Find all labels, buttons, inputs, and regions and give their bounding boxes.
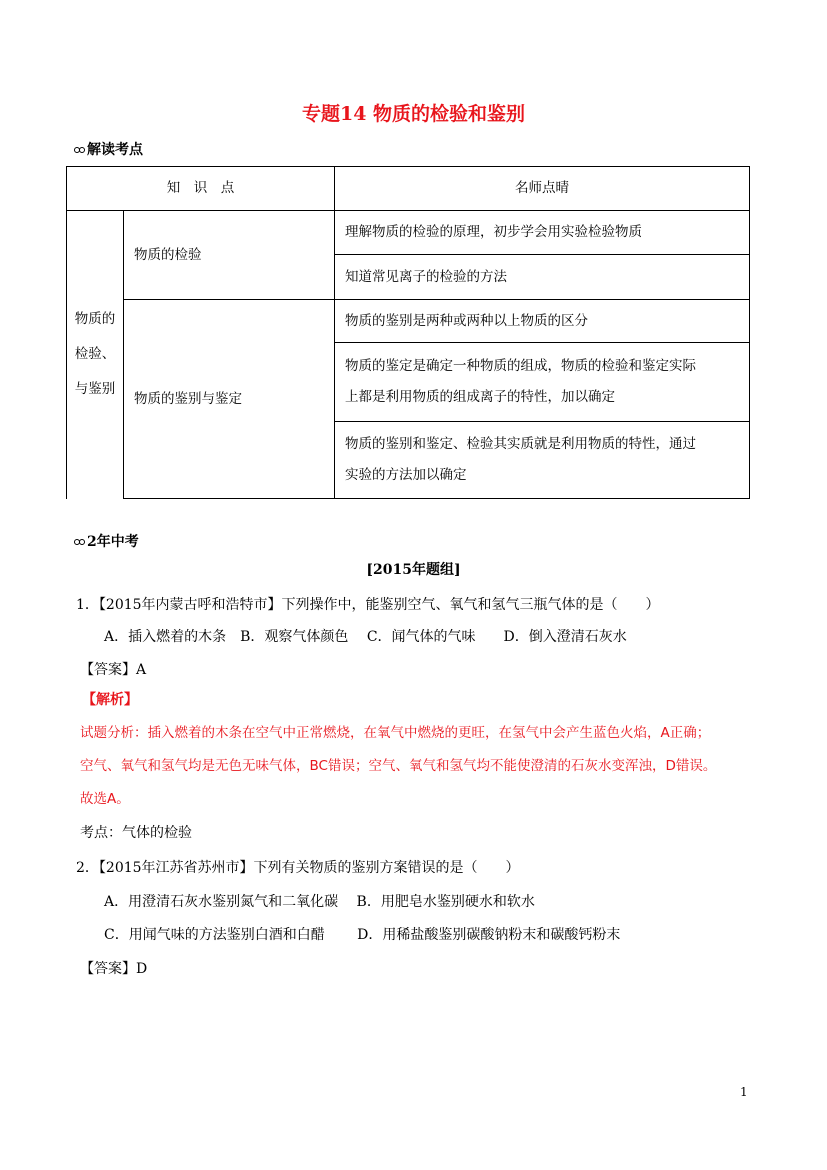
question-2-answer bbox=[80, 958, 147, 978]
point-cell: 知道常见离子的检验的方法 bbox=[335, 255, 750, 300]
point-line: 实验的方法加以确定 bbox=[345, 467, 467, 483]
page-title: 专题14 物质的检验和鉴别 bbox=[301, 103, 526, 125]
header-knowledge: 知 识 点 bbox=[67, 167, 335, 211]
question-2-options-row2: C．用闻气味的方法鉴别白酒和白醋 D．用稀盐酸鉴别碳酸钠粉末和碳酸钙粉末 bbox=[104, 927, 621, 943]
answer-value: A bbox=[136, 662, 147, 678]
question-2-options-row1: A．用澄清石灰水鉴别氮气和二氧化碳 B．用肥皂水鉴别硬水和软水 bbox=[104, 894, 535, 910]
category-line: 检验、 bbox=[74, 346, 116, 363]
bullet-marker-icon bbox=[74, 146, 85, 153]
point-cell: 理解物质的检验的原理，初步学会用实验检验物质 bbox=[335, 211, 750, 255]
question-1-stem: 1．【2015年内蒙古呼和浩特市】下列操作中，能鉴别空气、氧气和氢气三瓶气体的是（ ） bbox=[76, 597, 660, 613]
section-label: 2年中考 bbox=[87, 534, 139, 550]
point-cell bbox=[335, 422, 750, 499]
topic-cell: 物质的鉴别与鉴定 bbox=[124, 300, 335, 499]
answer-value: D bbox=[136, 961, 148, 977]
answer-label: 【答案】 bbox=[80, 961, 136, 977]
analysis-line: 故选A。 bbox=[80, 791, 130, 807]
category-cell bbox=[67, 211, 124, 499]
page-number: 1 bbox=[740, 1085, 748, 1099]
point-line: 物质的鉴定是确定一种物质的组成，物质的检验和鉴定实际 bbox=[345, 358, 696, 374]
table-row bbox=[67, 211, 750, 255]
section-heading-zhongkao bbox=[74, 531, 139, 551]
point-cell bbox=[335, 343, 750, 422]
question-1-kaodian: 考点：气体的检验 bbox=[80, 825, 192, 841]
question-1-options: A．插入燃着的木条 B．观察气体颜色 C．闻气体的气味 D．倒入澄清石灰水 bbox=[104, 629, 627, 645]
question-1-answer bbox=[80, 659, 146, 679]
question-1-analysis-label: 【解析】 bbox=[82, 692, 138, 708]
point-line: 上都是利用物质的组成离子的特性，加以确定 bbox=[345, 389, 615, 405]
point-cell: 物质的鉴别是两种或两种以上物质的区分 bbox=[335, 300, 750, 343]
topic-cell: 物质的检验 bbox=[124, 211, 335, 300]
question-2-stem: 2．【2015年江苏省苏州市】下列有关物质的鉴别方案错误的是（ ） bbox=[76, 860, 520, 876]
category-line: 物质的 bbox=[74, 311, 116, 328]
section-heading-kaodian bbox=[74, 139, 143, 159]
table-row bbox=[67, 300, 750, 343]
section-label: 解读考点 bbox=[87, 142, 143, 158]
answer-label: 【答案】 bbox=[80, 662, 136, 678]
bullet-marker-icon bbox=[74, 538, 85, 545]
knowledge-table bbox=[66, 166, 750, 499]
group-title: [2015年题组] bbox=[366, 562, 461, 578]
point-line: 物质的鉴别和鉴定、检验其实质就是利用物质的特性，通过 bbox=[345, 436, 696, 452]
analysis-line: 试题分析：插入燃着的木条在空气中正常燃烧，在氧气中燃烧的更旺，在氢气中会产生蓝色火焰，A正确； bbox=[80, 725, 711, 741]
table-header-row bbox=[67, 167, 750, 211]
analysis-line: 空气、氧气和氢气均是无色无味气体，BC错误；空气、氧气和氢气均不能使澄清的石灰水变浑浊，D错误。 bbox=[80, 758, 717, 774]
category-line: 与鉴别 bbox=[74, 381, 116, 398]
header-tips: 名师点晴 bbox=[335, 167, 750, 211]
